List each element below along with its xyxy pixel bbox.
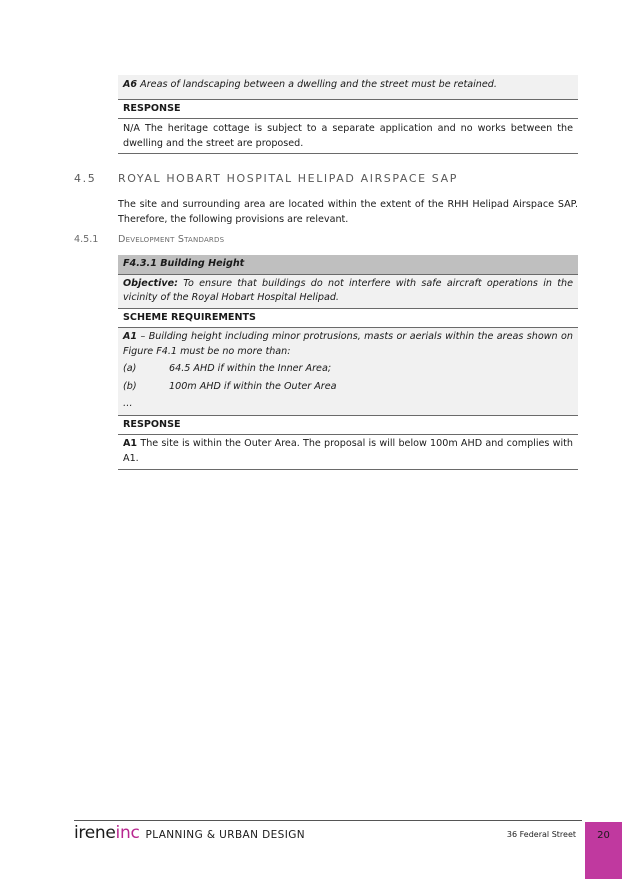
footer-address: 36 Federal Street — [506, 830, 576, 839]
a1-text: – Building height including minor protrusions, masts or aerials within the areas shown on Figure F4.1 must be no more than: — [123, 331, 573, 357]
f431-response — [118, 435, 578, 470]
a6-code: A6 — [123, 79, 138, 90]
table-a6 — [118, 75, 578, 154]
a1-label: A1 — [123, 331, 138, 342]
logo-tagline: PLANNING & URBAN DESIGN — [145, 829, 305, 841]
item-text: 100m AHD if within the Outer Area — [169, 380, 337, 392]
footer-divider — [74, 820, 582, 821]
item-label: (a) — [123, 363, 137, 374]
a6-response-text: N/A The heritage cottage is subject to a separate application and no works between the dwelling and the street are proposed. — [118, 119, 578, 154]
section-number: 4.5 — [74, 172, 97, 185]
item-text: 64.5 AHD if within the Inner Area; — [169, 363, 332, 374]
list-item — [123, 362, 573, 377]
response-a1-label: A1 — [123, 438, 138, 449]
logo-irene: irene — [74, 823, 116, 843]
subsection-number: 4.5.1 — [74, 234, 99, 245]
section-heading — [74, 172, 458, 185]
a6-requirement — [118, 75, 578, 100]
scheme-requirements-heading: SCHEME REQUIREMENTS — [118, 309, 578, 329]
item-label: (b) — [123, 380, 137, 392]
logo-inc: inc — [115, 823, 140, 843]
objective-label: Objective: — [123, 277, 178, 289]
subsection-heading — [74, 234, 224, 245]
f431-response-heading: RESPONSE — [118, 416, 578, 436]
subsection-title: Development Standards — [118, 234, 225, 245]
section-title: ROYAL HOBART HOSPITAL HELIPAD AIRSPACE SAP — [118, 172, 458, 185]
list-item — [123, 380, 573, 395]
footer-logo — [74, 822, 305, 846]
ellipsis: … — [123, 398, 133, 409]
response-a1-text: The site is within the Outer Area. The proposal is will below 100m AHD and complies with A1. — [123, 438, 573, 464]
a1-text-block — [123, 330, 573, 359]
f431-objective — [118, 275, 578, 309]
a6-response-heading: RESPONSE — [118, 100, 578, 120]
section-paragraph: The site and surrounding area are located within the extent of the RHH Helipad Airspace SAP. Therefore, the following provisions are relevant. — [118, 199, 578, 225]
a1-requirement — [118, 328, 578, 416]
table-f431 — [118, 255, 578, 470]
a6-text: Areas of landscaping between a dwelling and the street must be retained. — [137, 79, 497, 90]
f431-heading: F4.3.1 Building Height — [118, 255, 578, 275]
page-number: 20 — [585, 822, 622, 879]
objective-text: To ensure that buildings do not interfere with safe aircraft operations in the vicinity of the Royal Hobart Hospital Helipad. — [123, 277, 573, 303]
